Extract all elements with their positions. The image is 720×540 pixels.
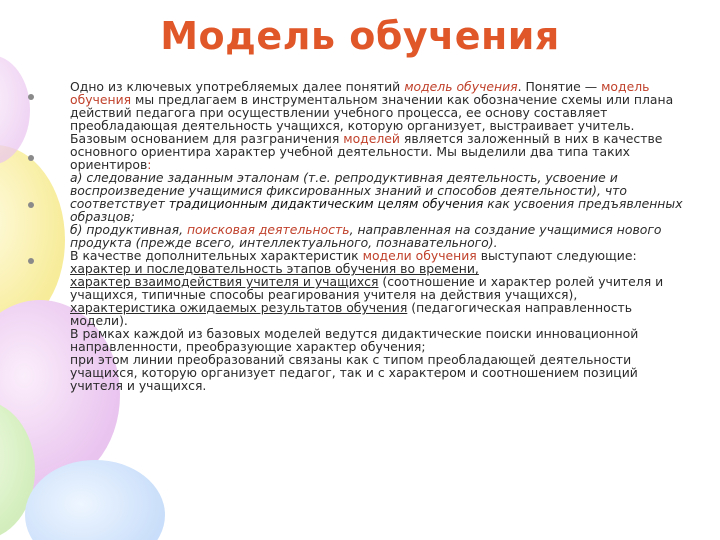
bullet-marker	[28, 155, 34, 161]
paragraph-type-b: б) продуктивная, поисковая деятельность, направленная на создание учащимися нового продукта (прежде всего, интеллектуального, познавательного).	[70, 222, 662, 250]
paragraph-definition: Одно из ключевых употребляемых далее понятий модель обучения. Понятие — модель обучения мы предлагаем в инструментальном значении как обозначение схемы или плана действий педагога при осуществлении учебного процесса, ее основу составляет преобладающая деятельность учащихся, которую организует, выстраивает учитель.	[70, 79, 674, 133]
paragraph-innovation: В рамках каждой из базовых моделей ведутся дидактические поиски инновационной направленности, преобразующие характер обучения;	[70, 326, 639, 354]
term-model: модели обучения	[362, 248, 477, 263]
paragraph-type-a: а) следование заданным эталонам (т.е. репродуктивная деятельность, усвоение и воспроизведение учащимися фиксированных знаний и способов деятельности), что соответствует традиционным дидактическим целям обучения как усвоения предъявленных образцов;	[70, 170, 683, 224]
item-results: характеристика ожидаемых результатов обучения (педагогическая направленность модели).	[70, 300, 633, 328]
page-title: Модель обучения	[160, 14, 560, 58]
term-search-activity: поисковая деятельность	[186, 222, 350, 237]
paragraph-basis: Базовым основанием для разграничения моделей является заложенный в них в качестве основного ориентира характер учебной деятельности. Мы выделили два типа таких ориентиров:	[70, 131, 663, 172]
bullet-marker	[28, 258, 34, 264]
paragraph-additional: В качестве дополнительных характеристик модели обучения выступают следующие:	[70, 248, 637, 263]
bullet-marker	[28, 94, 34, 100]
bullet-marker	[28, 202, 34, 208]
main-text	[70, 80, 685, 392]
balloon-lilac	[0, 55, 30, 165]
term-models: моделей	[343, 131, 400, 146]
term-model: модель обучения	[404, 79, 518, 94]
paragraph-transformation: при этом линии преобразований связаны как с типом преобладающей деятельности учащихся, которую организует педагог, так и с характером и соотношением позиций учителя и учащихся.	[70, 352, 638, 393]
item-stages: характер и последовательность этапов обучения во времени,	[70, 261, 479, 276]
term-model: модель обучения	[70, 79, 650, 107]
term-traditional-goals: традиционным дидактическим целям обучения	[168, 196, 484, 211]
item-interaction: характер взаимодействия учителя и учащихся (соотношение и характер ролей учителя и учащихся, типичные способы реагирования учителя на действия учащихся),	[70, 274, 664, 302]
